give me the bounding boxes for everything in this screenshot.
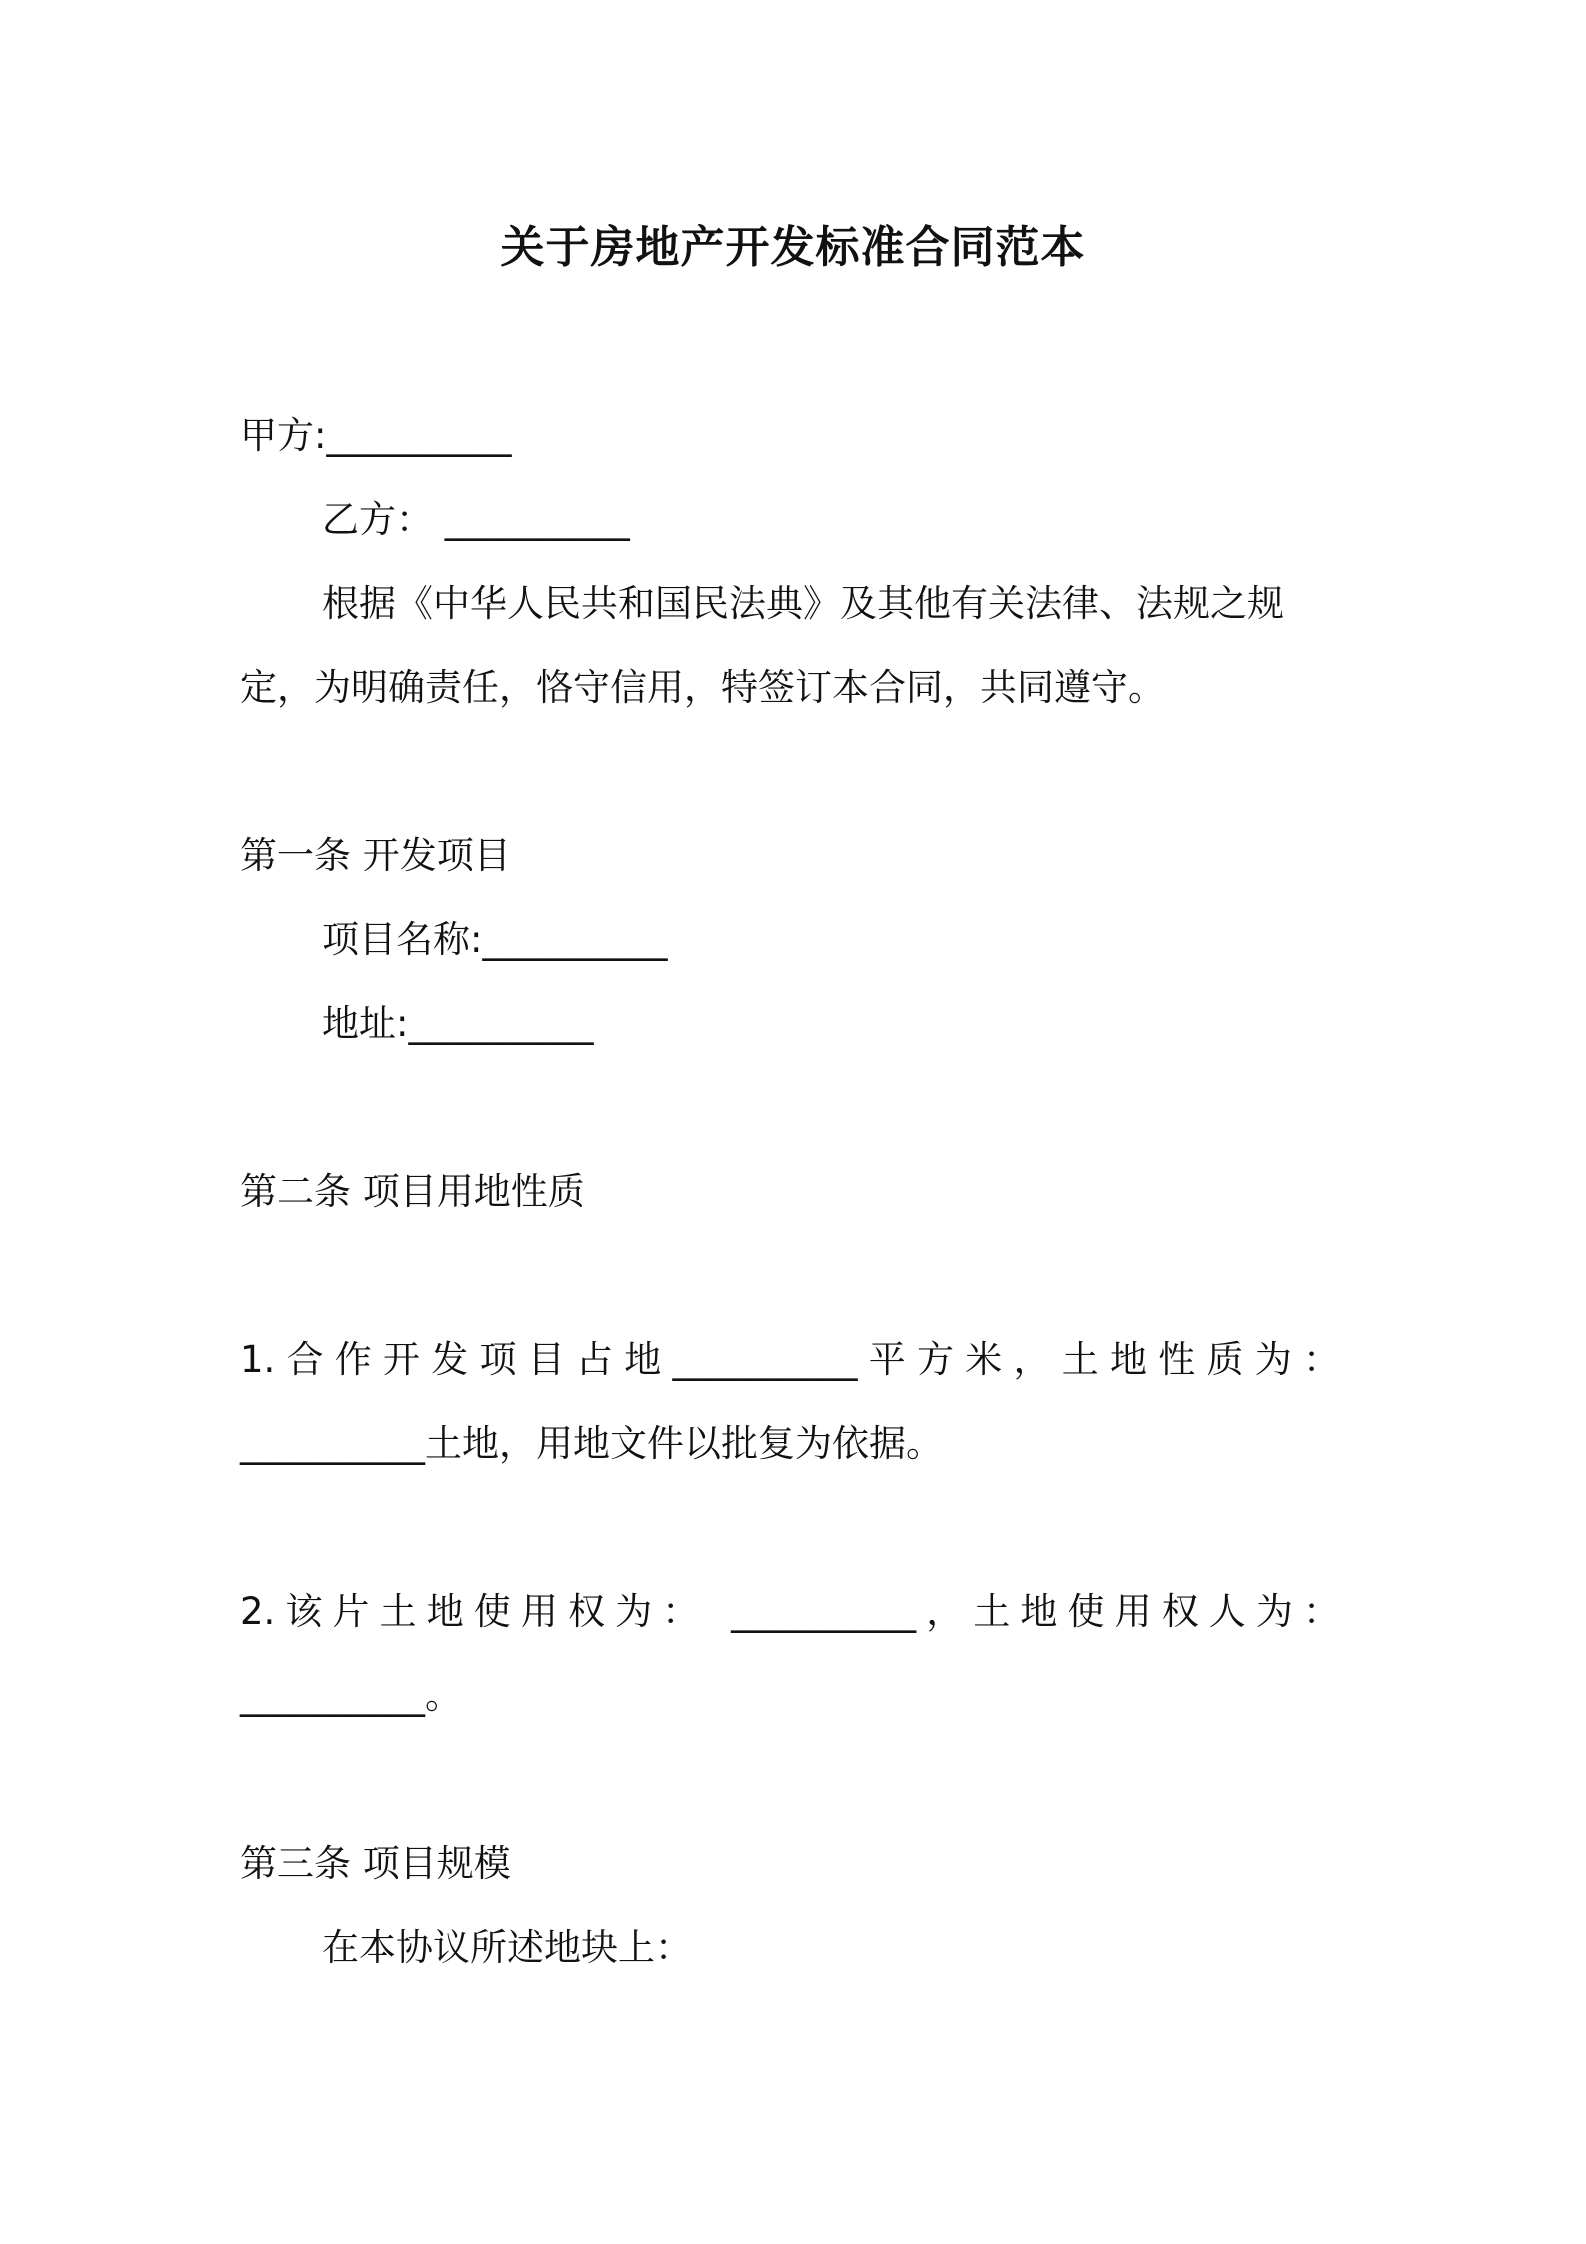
article-1-heading: 第一条 开发项目 (240, 834, 511, 877)
preamble-line-2: 定，为明确责任，恪守信用，特签订本合同，共同遵守。 (240, 666, 1165, 709)
article-3-heading: 第三条 项目规模 (240, 1842, 511, 1885)
address-field: 地址:__________ (322, 1002, 594, 1045)
article-3-intro: 在本协议所述地块上： (322, 1926, 692, 1969)
clause-2-line-1: 2.该片土地使用权为： __________，土地使用权人为： (240, 1590, 1340, 1633)
clause-2-line-2: __________。 (240, 1674, 462, 1717)
clause-1-line-2: __________土地，用地文件以批复为依据。 (240, 1422, 943, 1465)
article-2-heading: 第二条 项目用地性质 (240, 1170, 585, 1213)
party-a-field: 甲方:__________ (240, 414, 512, 457)
party-b-field: 乙方： __________ (322, 498, 630, 541)
preamble-line-1: 根据《中华人民共和国民法典》及其他有关法律、法规之规 (322, 582, 1284, 625)
project-name-field: 项目名称:__________ (322, 918, 668, 961)
document-title: 关于房地产开发标准合同范本 (500, 222, 1086, 273)
clause-1-line-1: 1.合作开发项目占地__________平方米，土地性质为： (240, 1338, 1340, 1381)
